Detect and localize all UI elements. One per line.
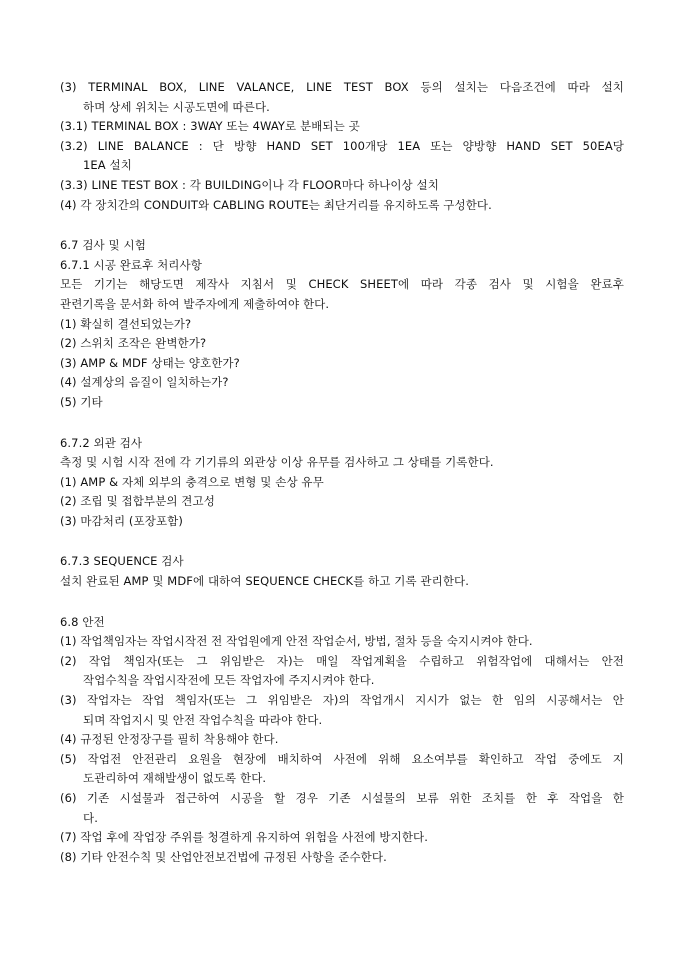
item-3-terminal-box: (3) TERMINAL BOX, LINE VALANCE, LINE TEST BOX 등의 설치는 다음조건에 따라 설치 bbox=[60, 80, 624, 94]
safety-item-5-continuation: 도관리하여 재해발생이 없도록 한다. bbox=[83, 771, 267, 786]
subsection-heading-6-7-1: 6.7.1 시공 완료후 처리사항 bbox=[60, 257, 202, 272]
item-3-2-line-balance: (3.2) LINE BALANCE : 단 방향 HAND SET 100개당 1EA 또는 양방향 HAND SET 50EA당 bbox=[60, 138, 624, 153]
safety-item-2: (2) 작업 책임자(또는 그 위임받은 자)는 매일 작업계획을 수립하고 위험작업에 대해서는 안전 bbox=[60, 653, 624, 668]
subsection-heading-6-7-2: 6.7.2 외관 검사 bbox=[60, 435, 143, 450]
paragraph-6-7-3: 설치 완료된 AMP 및 MDF에 대하여 SEQUENCE CHECK를 하고 기록 관리한다. bbox=[60, 574, 470, 589]
item-3-2-continuation: 1EA 설치 bbox=[83, 158, 132, 173]
section-heading-6-7: 6.7 검사 및 시험 bbox=[60, 238, 146, 253]
safety-item-8: (8) 기타 안전수칙 및 산업안전보건법에 규정된 사항을 준수한다. bbox=[60, 849, 387, 864]
safety-item-4: (4) 규정된 안정장구를 필히 착용해야 한다. bbox=[60, 732, 279, 747]
item-3-3-line-test-box: (3.3) LINE TEST BOX : 각 BUILDING이나 각 FLOOR마다 하나이상 설치 bbox=[60, 177, 439, 192]
paragraph-6-7-2: 측정 및 시험 시작 전에 각 기기류의 외관상 이상 유무를 검사하고 그 상태를 기록한다. bbox=[60, 455, 494, 470]
list-item: (5) 기타 bbox=[60, 394, 103, 409]
list-item: (2) 조립 및 접합부분의 견고성 bbox=[60, 494, 215, 509]
spacer bbox=[60, 413, 624, 434]
safety-item-6-continuation: 다. bbox=[83, 810, 98, 825]
safety-item-3: (3) 작업자는 작업 책임자(또는 그 위임받은 자)의 작업개시 지시가 없는 한 임의 시공해서는 안 bbox=[60, 693, 624, 708]
spacer bbox=[60, 592, 624, 613]
safety-item-6: (6) 기존 시설물과 접근하여 시공을 할 경우 기존 시설물의 보류 위한 조치를 한 후 작업을 한 bbox=[60, 791, 624, 805]
list-item: (2) 스위치 조작은 완벽한가? bbox=[60, 336, 207, 351]
safety-item-2-continuation: 작업수칙을 작업시작전에 모든 작업자에 주지시켜야 한다. bbox=[83, 673, 375, 688]
spacer bbox=[60, 215, 624, 236]
item-3-continuation: 하며 상세 위치는 시공도면에 따른다. bbox=[83, 99, 270, 114]
subsection-heading-6-7-3: 6.7.3 SEQUENCE 검사 bbox=[60, 554, 184, 569]
item-3-1-terminal-box: (3.1) TERMINAL BOX : 3WAY 또는 4WAY로 분배되는 곳 bbox=[60, 119, 360, 134]
list-item: (1) AMP & 자체 외부의 충격으로 변형 및 손상 유무 bbox=[60, 474, 324, 489]
list-item: (4) 설계상의 음질이 일치하는가? bbox=[60, 375, 229, 390]
spacer bbox=[60, 531, 624, 552]
section-heading-6-8: 6.8 안전 bbox=[60, 614, 105, 629]
safety-item-1: (1) 작업책임자는 작업시작전 전 작업원에게 안전 작업순서, 방법, 절차 등을 숙지시켜야 한다. bbox=[60, 634, 533, 649]
safety-item-3-continuation: 되며 작업지시 및 안전 작업수칙을 따라야 한다. bbox=[83, 712, 323, 727]
list-item: (3) 마감처리 (포장포함) bbox=[60, 513, 183, 528]
paragraph-6-7-1-line1: 모든 기기는 해당도면 제작사 지침서 및 CHECK SHEET에 따라 각종 검사 및 시험을 완료후 bbox=[60, 277, 624, 292]
item-4-conduit-routing: (4) 각 장치간의 CONDUIT와 CABLING ROUTE는 최단거리를 유지하도록 구성한다. bbox=[60, 197, 492, 212]
safety-item-5: (5) 작업전 안전관리 요원을 현장에 배치하여 사전에 위해 요소여부를 확인하고 작업 중에도 지 bbox=[60, 751, 624, 766]
paragraph-6-7-1-line2: 관련기록을 문서화 하여 발주자에게 제출하여야 한다. bbox=[60, 296, 330, 311]
safety-item-7: (7) 작업 후에 작업장 주위를 청결하게 유지하여 위험을 사전에 방지한다. bbox=[60, 830, 428, 845]
list-item: (1) 확실히 결선되었는가? bbox=[60, 316, 192, 331]
list-item: (3) AMP & MDF 상태는 양호한가? bbox=[60, 355, 240, 370]
